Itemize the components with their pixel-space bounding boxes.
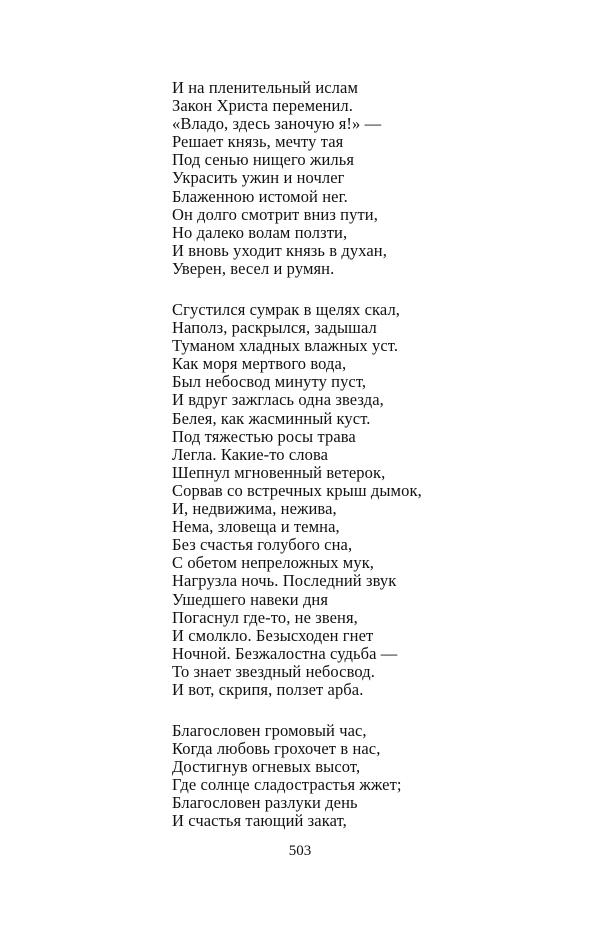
poem-line: То знает звездный небосвод. <box>172 661 375 681</box>
poem-line: И, недвижима, нежива, <box>172 499 337 519</box>
poem-line: Туманом хладных влажных уст. <box>172 336 399 356</box>
poem-line: И вот, скрипя, ползет арба. <box>172 679 364 699</box>
poem-line: И смолкло. Безысходен гнет <box>172 625 374 645</box>
poem-line: Белея, как жасминный куст. <box>172 408 371 428</box>
poem-line: И вдруг зажглась одна звезда, <box>172 390 384 410</box>
stanza-1 <box>172 79 472 278</box>
poem-line: Нема, зловеща и темна, <box>172 517 340 537</box>
page-number: 503 <box>288 843 312 859</box>
poem-line: Уверен, весел и румян. <box>172 258 335 278</box>
poem-line: Он долго смотрит вниз пути, <box>172 204 378 224</box>
poem-line: Украсить ужин и ночлег <box>172 168 345 188</box>
poem-line: Шепнул мгновенный ветерок, <box>172 462 386 482</box>
poem-line: Закон Христа переменил. <box>172 96 353 116</box>
poem-line: Погаснул где-то, не звеня, <box>172 607 358 627</box>
poem-line: Где солнце сладострастья жжет; <box>172 775 402 795</box>
poem-line: Решает князь, мечту тая <box>172 132 344 152</box>
poem-line: Блаженною истомой нег. <box>172 186 348 206</box>
poem-line: С обетом непреложных мук, <box>172 553 375 573</box>
poem-line: Благословен разлуки день <box>172 793 358 813</box>
poem-line: Сорвав со встречных крыш дымок, <box>172 480 422 500</box>
poem-line: Нагрузла ночь. Последний звук <box>172 571 397 591</box>
poem-line: Под тяжестью росы трава <box>172 426 356 446</box>
poem-line: Под сенью нищего жилья <box>172 150 355 170</box>
poem-line: «Владо, здесь заночую я!» — <box>172 114 382 134</box>
poem-line: И счастья тающий закат, <box>172 811 347 831</box>
poem-line: Но далеко волам ползти, <box>172 222 348 242</box>
poem-line: Как моря мертвого вода, <box>172 354 347 374</box>
poem-line: Сгустился сумрак в щелях скал, <box>172 300 401 319</box>
stanza-3 <box>172 722 472 831</box>
stanza-2 <box>172 301 472 699</box>
poem-line: Был небосвод минуту пуст, <box>172 372 367 392</box>
poem-line: Наполз, раскрылся, задышал <box>172 318 377 338</box>
poem-line: Когда любовь грохочет в нас, <box>172 739 381 759</box>
poem-line: Благословен громовый час, <box>172 721 367 740</box>
poem-line: И вновь уходит князь в духан, <box>172 240 387 260</box>
poem-line: Ушедшего навеки дня <box>172 589 329 609</box>
poem-line: И на пленительный ислам <box>172 78 358 97</box>
poem-line: Ночной. Безжалостна судьба — <box>172 643 398 663</box>
poem-line: Достигнув огневых высот, <box>172 757 361 777</box>
poem-line: Легла. Какие-то слова <box>172 444 329 464</box>
poem-line: Без счастья голубого сна, <box>172 535 353 555</box>
